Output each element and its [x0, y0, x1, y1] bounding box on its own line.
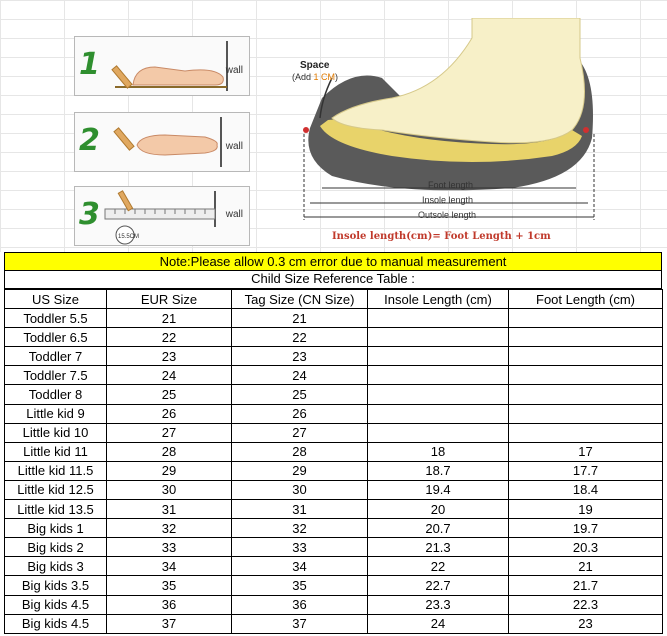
table-row: [5, 557, 663, 576]
cell-eur-size: 24: [107, 366, 232, 385]
cell-insole-length: 22: [368, 557, 509, 576]
step-2-panel: [74, 112, 250, 172]
space-label: Space: [300, 60, 330, 71]
cell-us-size: Little kid 13.5: [5, 500, 107, 519]
size-reference-table: [4, 289, 663, 634]
cell-eur-size: 25: [107, 385, 232, 404]
cell-foot-length: [509, 366, 663, 385]
insole-length-label: Insole length: [422, 195, 474, 205]
cell-tag-size: 29: [232, 461, 368, 480]
table-row: [5, 461, 663, 480]
table-row: [5, 423, 663, 442]
table-row: [5, 595, 663, 614]
cell-foot-length: [509, 328, 663, 347]
cell-foot-length: 21.7: [509, 576, 663, 595]
step-2-number: 2: [79, 123, 100, 158]
table-row: [5, 309, 663, 328]
cell-tag-size: 26: [232, 404, 368, 423]
cell-tag-size: 21: [232, 309, 368, 328]
size-rows: [5, 309, 663, 634]
table-row: [5, 347, 663, 366]
step-3-wall-label: wall: [225, 209, 243, 220]
cell-tag-size: 32: [232, 519, 368, 538]
cell-tag-size: 25: [232, 385, 368, 404]
measurement-illustration: [0, 0, 667, 252]
table-row: [5, 385, 663, 404]
cell-insole-length: [368, 366, 509, 385]
cell-foot-length: [509, 423, 663, 442]
table-title: Child Size Reference Table :: [4, 270, 662, 289]
header-insole-length: Insole Length (cm): [368, 290, 509, 309]
measuring-steps: [74, 36, 254, 248]
cell-us-size: Big kids 4.5: [5, 595, 107, 614]
ruler-mark-text: 15.5CM: [118, 234, 140, 240]
cell-us-size: Little kid 11: [5, 442, 107, 461]
cell-insole-length: [368, 423, 509, 442]
cell-eur-size: 22: [107, 328, 232, 347]
cell-eur-size: 30: [107, 480, 232, 499]
cell-us-size: Little kid 10: [5, 423, 107, 442]
cell-us-size: Little kid 12.5: [5, 480, 107, 499]
header-tag-size: Tag Size (CN Size): [232, 290, 368, 309]
space-add-note: (Add 1 CM): [292, 72, 339, 82]
cell-tag-size: 34: [232, 557, 368, 576]
cell-us-size: Toddler 7.5: [5, 366, 107, 385]
table-row: [5, 442, 663, 461]
table-row: [5, 366, 663, 385]
cell-tag-size: 37: [232, 614, 368, 633]
step-3-number: 3: [79, 197, 100, 232]
cell-us-size: Little kid 9: [5, 404, 107, 423]
cell-tag-size: 22: [232, 328, 368, 347]
cell-eur-size: 35: [107, 576, 232, 595]
cell-tag-size: 23: [232, 347, 368, 366]
cell-foot-length: 20.3: [509, 538, 663, 557]
cell-us-size: Big kids 4.5: [5, 614, 107, 633]
cell-tag-size: 35: [232, 576, 368, 595]
cell-insole-length: 21.3: [368, 538, 509, 557]
table-row: [5, 576, 663, 595]
cell-eur-size: 36: [107, 595, 232, 614]
cell-foot-length: 19.7: [509, 519, 663, 538]
cell-us-size: Big kids 1: [5, 519, 107, 538]
foot-side-view-icon: [75, 37, 251, 97]
cell-tag-size: 27: [232, 423, 368, 442]
cell-us-size: Toddler 8: [5, 385, 107, 404]
step-1-wall-label: wall: [225, 65, 243, 76]
cell-foot-length: [509, 309, 663, 328]
cell-eur-size: 21: [107, 309, 232, 328]
cell-eur-size: 26: [107, 404, 232, 423]
cell-foot-length: 21: [509, 557, 663, 576]
header-eur-size: EUR Size: [107, 290, 232, 309]
cell-insole-length: 18.7: [368, 461, 509, 480]
cell-foot-length: 18.4: [509, 480, 663, 499]
cell-insole-length: [368, 309, 509, 328]
foot-length-label: Foot length: [428, 180, 474, 190]
cell-eur-size: 37: [107, 614, 232, 633]
cell-foot-length: 19: [509, 500, 663, 519]
cell-eur-size: 28: [107, 442, 232, 461]
cell-insole-length: [368, 328, 509, 347]
table-row: [5, 500, 663, 519]
cell-eur-size: 31: [107, 500, 232, 519]
cell-us-size: Big kids 3: [5, 557, 107, 576]
table-row: [5, 480, 663, 499]
cell-insole-length: 23.3: [368, 595, 509, 614]
cell-tag-size: 30: [232, 480, 368, 499]
header-foot-length: Foot Length (cm): [509, 290, 663, 309]
cell-us-size: Little kid 11.5: [5, 461, 107, 480]
cell-foot-length: 17: [509, 442, 663, 461]
step-1-number: 1: [79, 47, 100, 82]
foot-top-view-icon: [75, 113, 251, 173]
cell-foot-length: 23: [509, 614, 663, 633]
cell-eur-size: 33: [107, 538, 232, 557]
cell-insole-length: 19.4: [368, 480, 509, 499]
table-row: [5, 328, 663, 347]
cell-us-size: Big kids 2: [5, 538, 107, 557]
cell-eur-size: 27: [107, 423, 232, 442]
cell-insole-length: 20.7: [368, 519, 509, 538]
cell-eur-size: 29: [107, 461, 232, 480]
cell-us-size: Toddler 7: [5, 347, 107, 366]
step-1-panel: [74, 36, 250, 96]
cell-foot-length: [509, 347, 663, 366]
cell-us-size: Toddler 5.5: [5, 309, 107, 328]
table-row: [5, 614, 663, 633]
cell-foot-length: 22.3: [509, 595, 663, 614]
cell-foot-length: [509, 404, 663, 423]
step-3-panel: [74, 186, 250, 246]
cell-foot-length: [509, 385, 663, 404]
ruler-icon: [75, 187, 251, 247]
cell-tag-size: 36: [232, 595, 368, 614]
header-us-size: US Size: [5, 290, 107, 309]
outsole-length-label: Outsole length: [418, 210, 477, 220]
cell-insole-length: 22.7: [368, 576, 509, 595]
insole-formula: Insole length(cm)= Foot Length + 1cm: [332, 231, 551, 242]
table-header-row: [5, 290, 663, 309]
table-row: [5, 404, 663, 423]
table-row: [5, 538, 663, 557]
cell-tag-size: 33: [232, 538, 368, 557]
cell-foot-length: 17.7: [509, 461, 663, 480]
cell-us-size: Big kids 3.5: [5, 576, 107, 595]
cell-insole-length: 24: [368, 614, 509, 633]
cell-us-size: Toddler 6.5: [5, 328, 107, 347]
cell-eur-size: 32: [107, 519, 232, 538]
cell-insole-length: [368, 385, 509, 404]
cell-tag-size: 31: [232, 500, 368, 519]
cell-insole-length: [368, 347, 509, 366]
table-row: [5, 519, 663, 538]
cell-insole-length: 20: [368, 500, 509, 519]
cell-eur-size: 23: [107, 347, 232, 366]
cell-insole-length: 18: [368, 442, 509, 461]
shoe-cross-section: [292, 18, 612, 250]
cell-tag-size: 28: [232, 442, 368, 461]
cell-tag-size: 24: [232, 366, 368, 385]
measurement-error-note: Note:Please allow 0.3 cm error due to manual measurement: [4, 252, 662, 271]
cell-insole-length: [368, 404, 509, 423]
cell-eur-size: 34: [107, 557, 232, 576]
step-2-wall-label: wall: [225, 141, 243, 152]
